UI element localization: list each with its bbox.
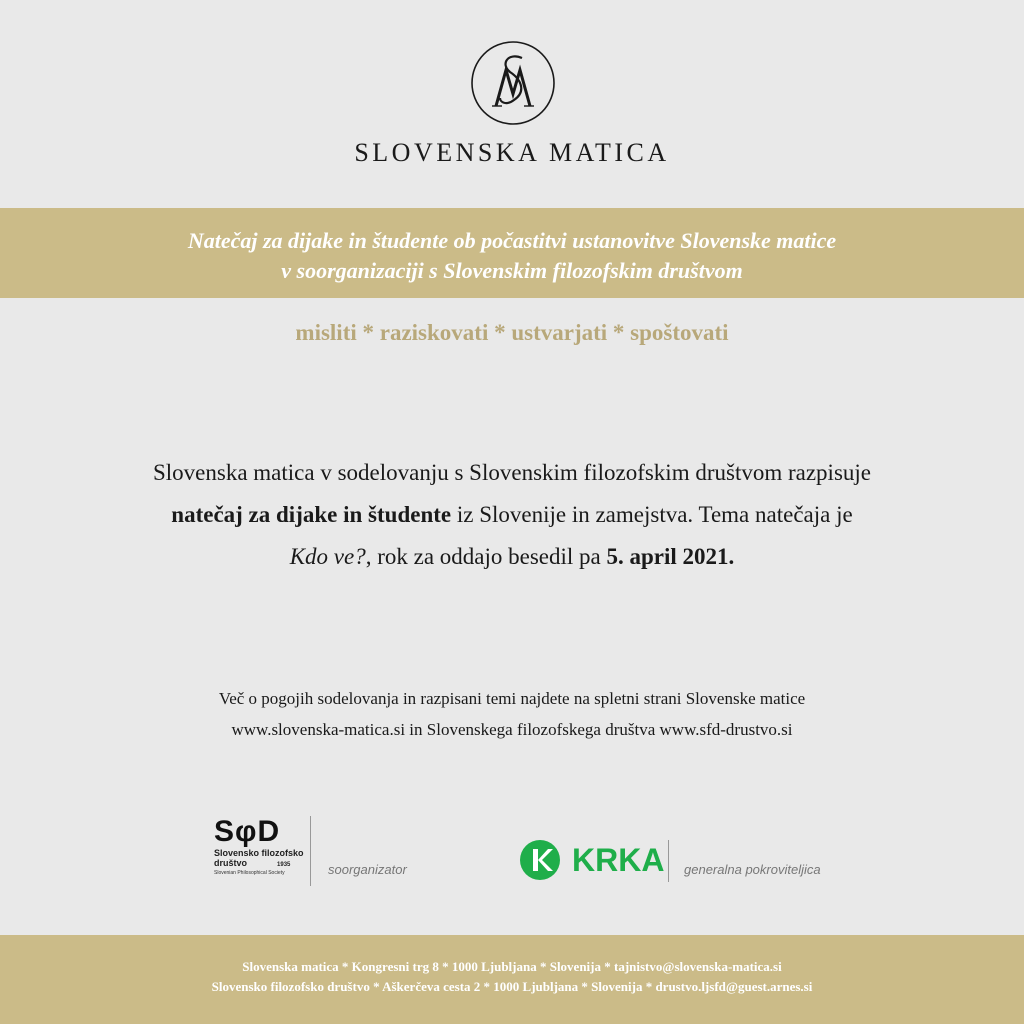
banner-line-2: v soorganizaciji s Slovenskim filozofskim društvom [281,258,743,283]
announcement-theme: Kdo ve? [289,544,366,569]
sfd-role: soorganizator [328,862,407,877]
banner-line-1: Natečaj za dijake in študente ob počastitvi ustanovitve Slovenske matice [187,228,837,253]
sfd-year: 1935 [277,862,291,868]
announcement-bold-phrase: natečaj za dijake in študente [171,502,452,527]
krka-divider [668,840,669,882]
sfd-subtitle-3: Slovenian Philosophical Society [214,870,285,876]
sm-monogram-icon [470,40,556,126]
sfd-mark: SφD [214,815,281,848]
announcement-line-2-rest: iz Slovenije in zamejstva. Tema natečaja je [451,502,853,527]
sfd-subtitle-1: Slovensko filozofsko [214,848,304,858]
info-line-1: Več o pogojih sodelovanja in razpisani temi najdete na spletni strani Slovenske matice [218,689,806,708]
info-line-2: www.slovenska-matica.si in Slovenskega filozofskega društva www.sfd-drustvo.si [231,720,793,739]
announcement-deadline: 5. april 2021. [606,544,735,569]
info-text [60,683,964,745]
sfd-subtitle-2 [214,858,314,870]
footer-line-2: Slovensko filozofsko društvo * Aškerčeva cesta 2 * 1000 Ljubljana * Slovenija * drustvo.ljsfd@guest.arnes.si [211,979,813,994]
sfd-logo [214,816,314,888]
krka-k-icon [520,840,564,880]
krka-wordmark: KRKA [572,842,665,878]
announcement-line-1: Slovenska matica v sodelovanju s Slovenskim filozofskim društvom razpisuje [152,460,871,485]
motto: misliti * raziskovati * ustvarjati * spoštovati [295,320,729,345]
announcement-line-3 [60,536,964,578]
brand-name: SLOVENSKA MATICA [354,138,670,167]
announcement [60,452,964,578]
footer-line-1: Slovenska matica * Kongresni trg 8 * 1000 Ljubljana * Slovenija * tajnistvo@slovenska-matica.si [242,959,782,974]
announcement-line-3-mid: , rok za oddajo besedil pa [365,544,607,569]
announcement-line-2 [60,494,964,536]
sfd-divider [310,816,311,886]
footer-banner [0,935,1024,1024]
krka-role: generalna pokroviteljica [684,862,821,877]
title-banner [0,208,1024,298]
sfd-subtitle-2-text: društvo [214,858,248,868]
